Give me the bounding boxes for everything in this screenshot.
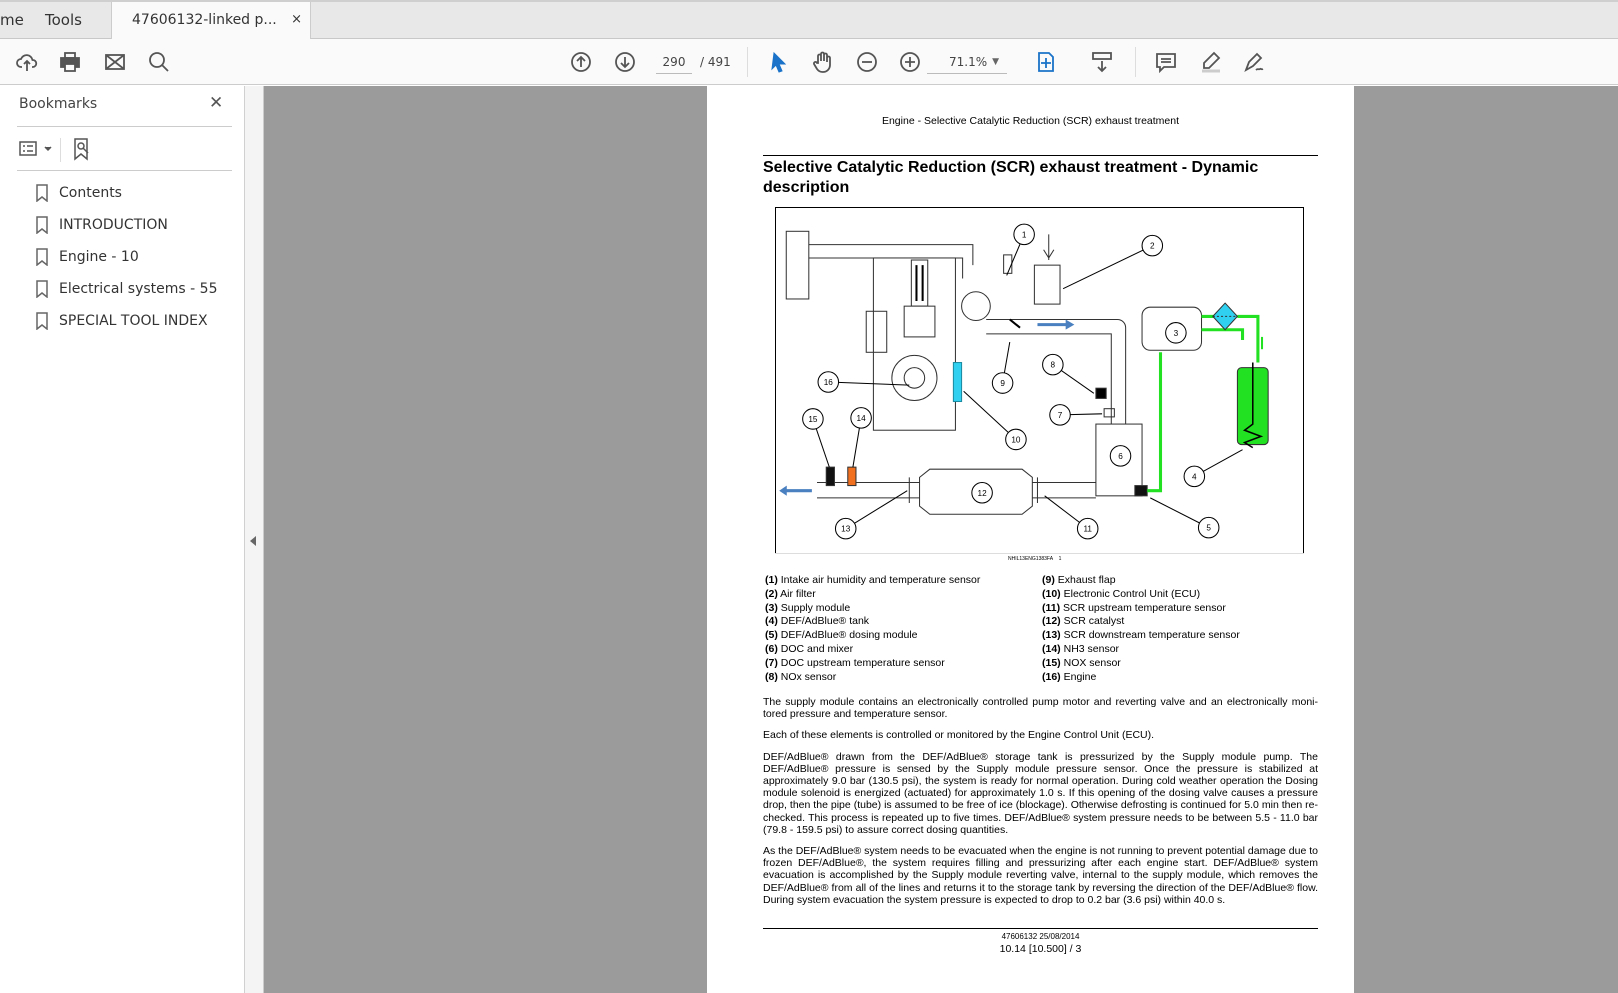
divider bbox=[17, 126, 232, 127]
callout-label: 1 bbox=[1021, 230, 1027, 240]
legend-number: (10) bbox=[1042, 587, 1061, 600]
callout-label: 5 bbox=[1206, 523, 1211, 533]
callout-label: 15 bbox=[808, 415, 818, 425]
comment-icon[interactable] bbox=[1153, 49, 1179, 75]
tab-document-label: 47606132-linked p... bbox=[132, 12, 277, 28]
chevron-down-icon: ▼ bbox=[992, 57, 999, 67]
legend-text: SCR downstream temperature sensor bbox=[1060, 629, 1240, 642]
legend-number: (1) bbox=[765, 574, 778, 586]
paragraph: Each of these elements is controlled or monitored by the Engine Control Unit (ECU). bbox=[763, 729, 1155, 742]
legend-number: (14) bbox=[1042, 642, 1061, 655]
tab-bar bbox=[0, 0, 1618, 39]
bookmark-item[interactable] bbox=[35, 181, 122, 205]
tab-home[interactable]: me bbox=[0, 11, 24, 29]
options-dropdown-button[interactable] bbox=[18, 139, 54, 159]
callout-label: 14 bbox=[856, 413, 866, 423]
sign-icon[interactable] bbox=[1241, 49, 1267, 75]
legend-text: DEF/AdBlue® dosing module bbox=[777, 629, 918, 642]
divider bbox=[60, 138, 61, 162]
legend-left bbox=[765, 574, 980, 684]
callout-label: 9 bbox=[1000, 379, 1005, 389]
legend-text: SCR catalyst bbox=[1060, 615, 1125, 628]
body-text bbox=[763, 696, 1318, 955]
collapse-panel-icon[interactable] bbox=[250, 536, 256, 546]
legend-item bbox=[765, 602, 980, 616]
toolbar bbox=[0, 39, 1618, 85]
callout-label: 4 bbox=[1192, 472, 1197, 482]
legend-item bbox=[1042, 615, 1240, 629]
figure-number: 1 bbox=[1058, 556, 1062, 562]
fit-page-icon[interactable] bbox=[1033, 49, 1059, 75]
select-arrow-icon[interactable] bbox=[766, 49, 792, 75]
callout-label: 10 bbox=[1011, 435, 1021, 445]
pdf-page bbox=[707, 86, 1354, 993]
legend-number: (12) bbox=[1042, 615, 1061, 628]
print-icon[interactable] bbox=[57, 49, 83, 75]
paragraph: The supply module contains an electronically controlled pump motor and reverting valve and an electronically moni-tored pressure and temperature sensor. bbox=[763, 696, 1318, 721]
legend-number: (3) bbox=[765, 601, 778, 614]
page-total: / 491 bbox=[700, 55, 731, 69]
figure-bottom bbox=[775, 553, 1304, 554]
scr-diagram bbox=[775, 207, 1304, 553]
legend-text: NOX sensor bbox=[1060, 656, 1121, 669]
figure-id: NHIL13ENG1383FA bbox=[1008, 556, 1054, 562]
footer-rule bbox=[763, 928, 1318, 929]
page-down-button[interactable] bbox=[612, 49, 638, 75]
legend-item bbox=[1042, 629, 1240, 643]
legend-text: Supply module bbox=[777, 601, 851, 614]
callout-label: 7 bbox=[1057, 410, 1063, 420]
legend-text: DEF/AdBlue® tank bbox=[777, 615, 870, 628]
legend-item bbox=[1042, 588, 1240, 602]
add-bookmark-icon[interactable] bbox=[72, 137, 94, 161]
page-up-button[interactable] bbox=[568, 49, 594, 75]
legend-item bbox=[765, 629, 980, 643]
close-panel-button[interactable]: ✕ bbox=[209, 93, 224, 113]
legend-number: (9) bbox=[1042, 574, 1055, 586]
zoom-out-button[interactable] bbox=[854, 49, 880, 75]
bookmark-item[interactable] bbox=[35, 213, 168, 237]
legend-text: Engine bbox=[1060, 670, 1097, 683]
paragraph: As the DEF/AdBlue® system needs to be evacuated when the engine is not running to prevent potential damage due to frozen DEF/AdBlue®, the system requires filling and pressurizing after each engine start. DEF/AdBlue® system evacuation is accomplished by the Supply module reverting valve, internal to the supply module, which removes the DEF/AdBlue® from all of the lines and returns it to the storage tank by reversing the direction of the DEF/AdBlue® flow. During system evacuation the system pressure is expected to drop to 0.2 bar (3.6 psi) within 40.0 s. bbox=[763, 845, 1318, 906]
footer-doc-id: 47606132 25/08/2014 bbox=[1001, 932, 1080, 942]
email-icon[interactable] bbox=[102, 49, 128, 75]
zoom-in-button[interactable] bbox=[897, 49, 923, 75]
close-tab-button[interactable]: × bbox=[291, 12, 302, 27]
footer-page: 10.14 [10.500] / 3 bbox=[999, 943, 1082, 956]
legend-text: Air filter bbox=[777, 587, 816, 600]
legend-item bbox=[1042, 643, 1240, 657]
legend-text: NH3 sensor bbox=[1060, 642, 1120, 655]
legend-number: (13) bbox=[1042, 629, 1061, 642]
bookmark-item[interactable] bbox=[35, 309, 208, 333]
tab-document[interactable] bbox=[111, 2, 311, 40]
legend-number: (6) bbox=[765, 642, 778, 655]
toolbar-divider bbox=[1135, 47, 1136, 77]
panel-resize-handle[interactable] bbox=[245, 86, 264, 993]
bookmark-icon bbox=[35, 312, 49, 330]
bookmark-icon bbox=[35, 248, 49, 266]
callout-label: 2 bbox=[1150, 241, 1155, 251]
legend-number: (8) bbox=[765, 670, 778, 683]
bookmark-item[interactable] bbox=[35, 277, 217, 301]
bookmark-item[interactable] bbox=[35, 245, 139, 269]
page-title: Selective Catalytic Reduction (SCR) exhaust treatment - Dynamic description bbox=[763, 159, 1259, 196]
bookmark-label: Engine - 10 bbox=[59, 249, 139, 265]
bookmark-icon bbox=[35, 216, 49, 234]
legend-item bbox=[765, 574, 980, 588]
tab-tools[interactable]: Tools bbox=[45, 11, 82, 29]
legend-text: Electronic Control Unit (ECU) bbox=[1060, 587, 1201, 600]
legend-number: (7) bbox=[765, 656, 778, 669]
callout-label: 3 bbox=[1173, 328, 1179, 338]
legend-right bbox=[1042, 574, 1240, 684]
legend-text: DOC and mixer bbox=[777, 642, 854, 655]
bookmark-icon bbox=[35, 280, 49, 298]
legend-text: DOC upstream temperature sensor bbox=[777, 656, 945, 669]
legend-number: (16) bbox=[1042, 670, 1061, 683]
paragraph: DEF/AdBlue® drawn from the DEF/AdBlue® storage tank is pressurized by the Supply module pump. The DEF/AdBlue® pressure is sensed by the Supply module pressure sensor. Once the pressure is stabilized at approximately 9.0 bar (130.5 psi), the system is ready for normal operation. During cold weather operation the Dosing module solenoid is energized (actuated) for approximately 1.0 s. If this opening of the dosing valve causes a pressure drop, then the pipe (tube) is assumed to be free of ice (blockage). Otherwise defrosting is continued for 5.0 min then re-checked. This process is repeated up to five times. DEF/AdBlue® system pressure needs to be between 5.5 - 11.0 bar (79.8 - 159.5 psi) to assure correct dosing quantities. bbox=[763, 750, 1318, 836]
bookmark-label: Electrical systems - 55 bbox=[59, 281, 218, 297]
legend-text: Exhaust flap bbox=[1054, 574, 1116, 586]
bookmarks-panel bbox=[0, 86, 245, 993]
scroll-mode-icon[interactable] bbox=[1089, 49, 1115, 75]
callout-label: 16 bbox=[823, 378, 833, 388]
legend-number: (15) bbox=[1042, 656, 1061, 669]
figure-caption bbox=[1008, 556, 1061, 562]
highlight-icon[interactable] bbox=[1198, 49, 1224, 75]
callout-label: 8 bbox=[1050, 360, 1056, 370]
bookmark-label: SPECIAL TOOL INDEX bbox=[59, 313, 208, 329]
running-header: Engine - Selective Catalytic Reduction (SCR) exhaust treatment bbox=[881, 115, 1180, 127]
legend-number: (2) bbox=[765, 587, 778, 600]
legend-item bbox=[765, 671, 980, 685]
legend-number: (4) bbox=[765, 615, 778, 628]
legend-text: SCR upstream temperature sensor bbox=[1060, 601, 1226, 614]
legend-number: (5) bbox=[765, 629, 778, 642]
zoom-level-value: 71.1% bbox=[949, 55, 988, 69]
legend-item bbox=[765, 643, 980, 657]
callout-label: 13 bbox=[841, 524, 851, 534]
legend-item bbox=[765, 657, 980, 671]
legend-number: (11) bbox=[1042, 601, 1061, 614]
legend-item bbox=[1042, 657, 1240, 671]
legend-text: NOx sensor bbox=[777, 670, 837, 683]
bookmark-icon bbox=[35, 184, 49, 202]
leader-line bbox=[1063, 246, 1152, 289]
legend-item bbox=[1042, 602, 1240, 616]
callout-label: 11 bbox=[1083, 524, 1092, 534]
search-zoom-icon[interactable] bbox=[146, 49, 172, 75]
legend-item bbox=[765, 588, 980, 602]
toolbar-divider bbox=[747, 47, 748, 77]
callout-label: 6 bbox=[1118, 451, 1123, 461]
panel-title: Bookmarks bbox=[19, 96, 98, 112]
page-number-input[interactable] bbox=[656, 51, 692, 74]
bookmark-label: INTRODUCTION bbox=[59, 217, 168, 233]
divider bbox=[17, 170, 232, 171]
legend-text: Intake air humidity and temperature sensor bbox=[777, 574, 981, 586]
legend-item bbox=[1042, 574, 1240, 588]
hand-icon[interactable] bbox=[810, 49, 836, 75]
zoom-level-dropdown[interactable] bbox=[927, 51, 1007, 74]
bookmark-label: Contents bbox=[59, 185, 122, 201]
header-rule bbox=[763, 155, 1318, 156]
callout-label: 12 bbox=[977, 488, 987, 498]
legend-item bbox=[1042, 671, 1240, 685]
leader-line bbox=[846, 491, 908, 529]
legend-item bbox=[765, 615, 980, 629]
upload-cloud-icon[interactable] bbox=[14, 49, 40, 75]
